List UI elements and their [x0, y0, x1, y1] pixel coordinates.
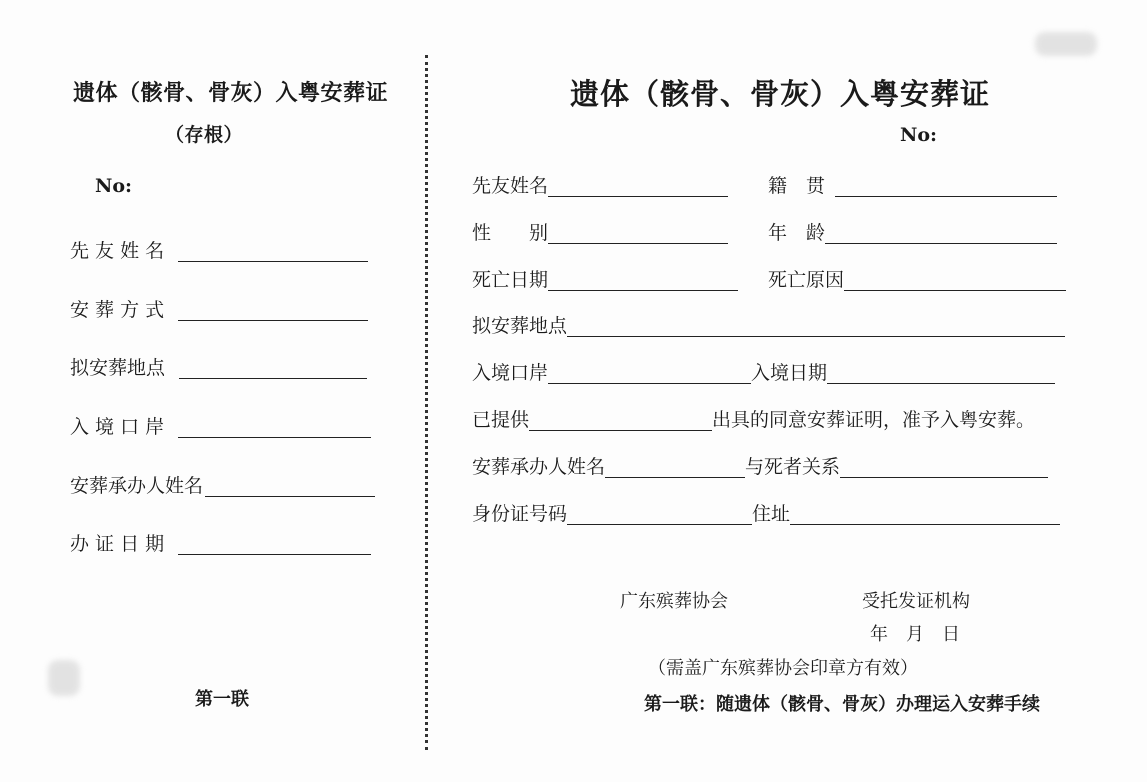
- stub-field-undertaker: [70, 475, 375, 497]
- field-label: 已提供: [472, 409, 530, 431]
- issuer-association: 广东殡葬协会: [620, 591, 728, 612]
- field-line[interactable]: [179, 358, 367, 379]
- stub-field-name: [70, 240, 368, 262]
- field-line[interactable]: [548, 270, 738, 291]
- field-line[interactable]: [205, 476, 375, 497]
- field-line[interactable]: [178, 534, 371, 555]
- field-label: 住址: [752, 503, 791, 525]
- field-line[interactable]: [835, 176, 1057, 197]
- field-deceased-name: [472, 175, 728, 197]
- field-label: 入境口岸: [472, 362, 549, 384]
- field-death-date: [472, 269, 738, 291]
- field-id-number: [472, 503, 1060, 525]
- field-label: 与死者关系: [745, 456, 841, 478]
- tear-line: [425, 55, 428, 750]
- field-line[interactable]: [529, 410, 712, 431]
- field-line[interactable]: [790, 504, 1060, 525]
- stub-field-entry-port: [70, 416, 371, 438]
- field-label: 安 葬 方 式: [70, 299, 165, 321]
- field-label: 死亡原因: [768, 269, 845, 291]
- issue-date-line: 年 月 日: [870, 624, 960, 645]
- redacted-mark: [1035, 32, 1097, 56]
- field-line[interactable]: [825, 223, 1057, 244]
- field-label: 先友姓名: [472, 175, 549, 197]
- field-label: 籍 贯: [768, 175, 826, 197]
- form-number-label: No:: [900, 124, 938, 146]
- field-line[interactable]: [548, 363, 751, 384]
- field-label: 安葬承办人姓名: [70, 475, 204, 497]
- field-age: [768, 222, 1057, 244]
- field-line[interactable]: [548, 223, 728, 244]
- field-label: 拟安葬地点: [70, 357, 166, 379]
- stub-title: 遗体（骸骨、骨灰）入粤安葬证: [73, 80, 389, 106]
- validity-note: （需盖广东殡葬协会印章方有效）: [648, 658, 918, 679]
- field-line[interactable]: [178, 300, 368, 321]
- stub-field-burial-place: [70, 357, 367, 379]
- stub-field-issue-date: [70, 533, 371, 555]
- field-burial-place: [472, 315, 1065, 337]
- field-gender: [472, 222, 728, 244]
- field-label: 拟安葬地点: [472, 315, 568, 337]
- field-label: 办 证 日 期: [70, 533, 165, 555]
- field-provided-by: [472, 409, 1035, 431]
- field-line[interactable]: [567, 316, 1065, 337]
- field-label: 身份证号码: [472, 503, 568, 525]
- field-native-place: [768, 175, 1057, 197]
- field-label: 年 龄: [768, 222, 826, 244]
- stub-field-burial-method: [70, 299, 368, 321]
- stub-subtitle: （存根）: [165, 124, 244, 146]
- field-label: 安葬承办人姓名: [472, 456, 606, 478]
- field-label: 性 别: [472, 222, 549, 244]
- field-entry-port: [472, 362, 1055, 384]
- field-line[interactable]: [178, 417, 371, 438]
- field-label: 入 境 口 岸: [70, 416, 165, 438]
- issuer-agency: 受托发证机构: [862, 591, 970, 612]
- form-title: 遗体（骸骨、骨灰）入粤安葬证: [570, 77, 991, 111]
- field-line[interactable]: [548, 176, 728, 197]
- field-line[interactable]: [827, 363, 1055, 384]
- field-line[interactable]: [840, 457, 1048, 478]
- stub-copy-label: 第一联: [195, 689, 249, 710]
- field-undertaker: [472, 456, 1048, 478]
- field-line[interactable]: [178, 241, 368, 262]
- field-label: 入境日期: [751, 362, 828, 384]
- field-label: 先 友 姓 名: [70, 240, 165, 262]
- field-label: 死亡日期: [472, 269, 549, 291]
- stub-number-label: No:: [95, 175, 133, 197]
- approval-statement: 出具的同意安葬证明，准予入粤安葬。: [712, 409, 1036, 431]
- field-line[interactable]: [844, 270, 1066, 291]
- copy-note: 第一联：随遗体（骸骨、骨灰）办理运入安葬手续: [644, 694, 1040, 715]
- field-death-cause: [768, 269, 1066, 291]
- redacted-mark: [48, 660, 80, 696]
- field-line[interactable]: [605, 457, 745, 478]
- field-line[interactable]: [567, 504, 752, 525]
